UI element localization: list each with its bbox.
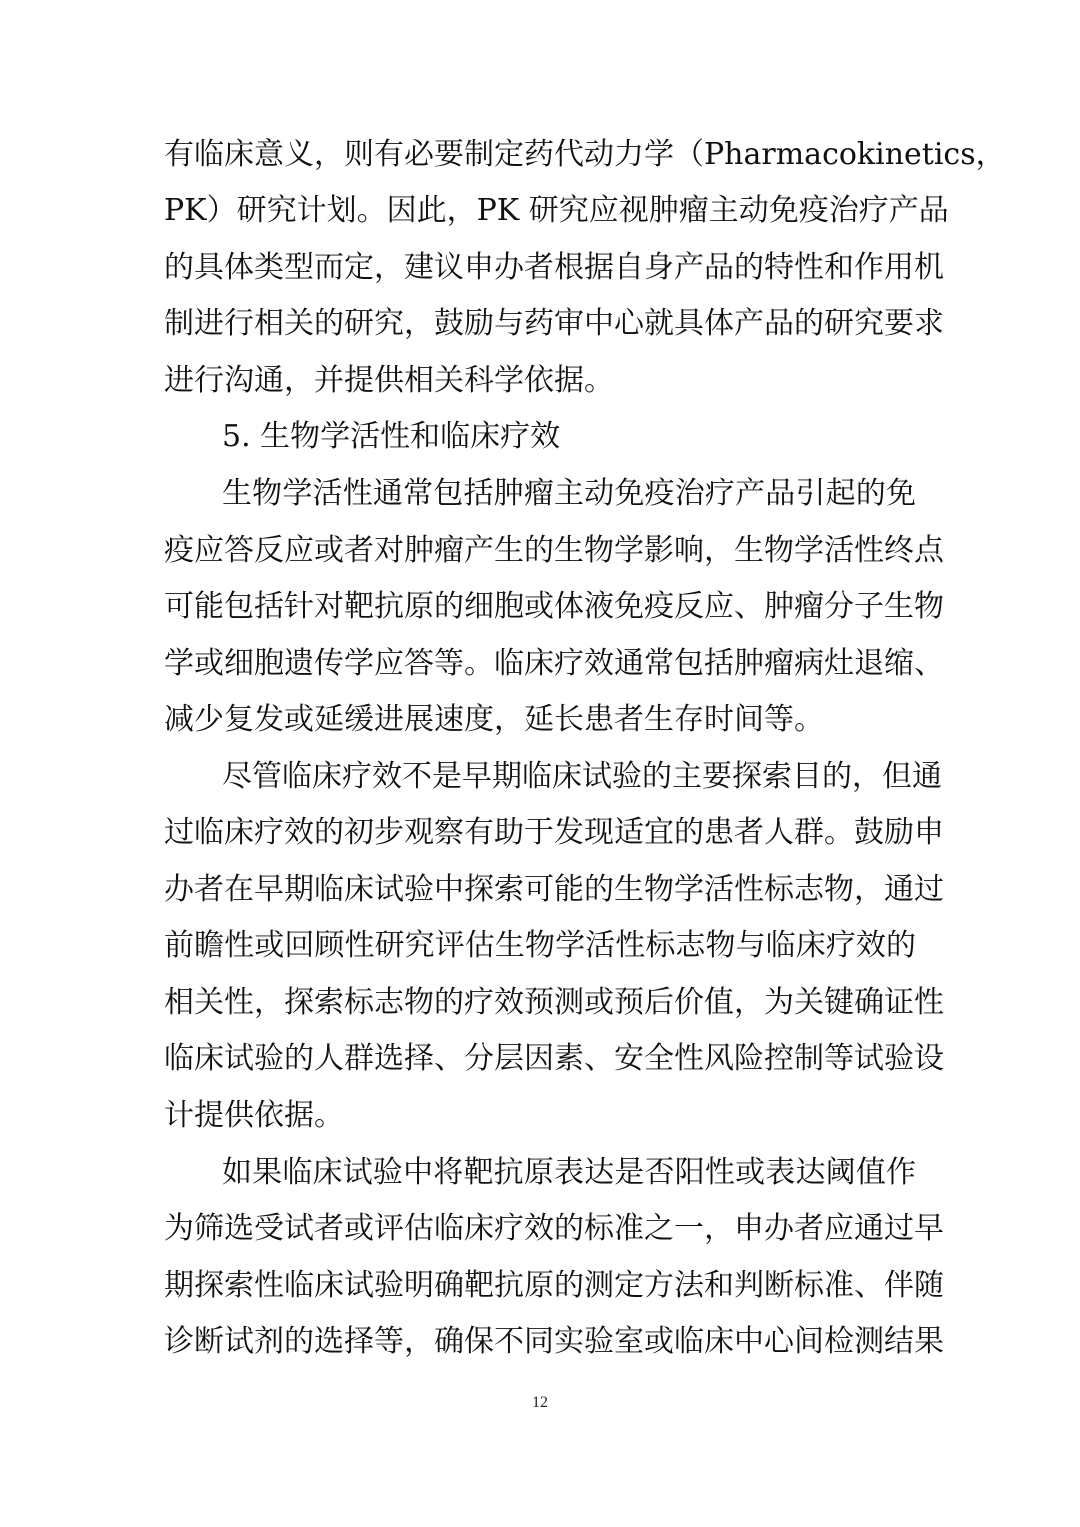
text-line: 期探索性临床试验明确靶抗原的测定方法和判断标准、伴随 bbox=[164, 1268, 944, 1303]
text-line: 制进行相关的研究，鼓励与药审中心就具体产品的研究要求 bbox=[164, 306, 944, 341]
text-line: 可能包括针对靶抗原的细胞或体液免疫反应、肿瘤分子生物 bbox=[164, 589, 944, 624]
text-line: 生物学活性通常包括肿瘤主动免疫治疗产品引起的免 bbox=[222, 476, 916, 511]
text-line: 计提供依据。 bbox=[164, 1098, 344, 1133]
text-line: 进行沟通，并提供相关科学依据。 bbox=[164, 363, 614, 398]
text-line: 前瞻性或回顾性研究评估生物学活性标志物与临床疗效的 bbox=[164, 928, 916, 963]
text-line: 临床试验的人群选择、分层因素、安全性风险控制等试验设 bbox=[164, 1041, 944, 1076]
page-number: 12 bbox=[532, 1394, 548, 1411]
text-line: 办者在早期临床试验中探索可能的生物学活性标志物，通过 bbox=[164, 872, 944, 907]
text-line: 如果临床试验中将靶抗原表达是否阳性或表达阈值作 bbox=[222, 1155, 916, 1190]
section-heading: 5. 生物学活性和临床疗效 bbox=[222, 419, 561, 454]
text-line: 减少复发或延缓进展速度，延长患者生存时间等。 bbox=[164, 702, 824, 737]
text-line: 疫应答反应或者对肿瘤产生的生物学影响，生物学活性终点 bbox=[164, 533, 944, 568]
text-line: 的具体类型而定，建议申办者根据自身产品的特性和作用机 bbox=[164, 250, 944, 285]
text-line: 有临床意义，则有必要制定药代动力学（Pharmacokinetics， bbox=[164, 137, 1006, 172]
text-line: 相关性，探索标志物的疗效预测或预后价值，为关键确证性 bbox=[164, 985, 944, 1020]
text-line: 诊断试剂的选择等，确保不同实验室或临床中心间检测结果 bbox=[164, 1324, 944, 1359]
text-line: 过临床疗效的初步观察有助于发现适宜的患者人群。鼓励申 bbox=[164, 815, 944, 850]
text-line: 尽管临床疗效不是早期临床试验的主要探索目的，但通 bbox=[222, 759, 942, 794]
text-line: 学或细胞遗传学应答等。临床疗效通常包括肿瘤病灶退缩、 bbox=[164, 646, 944, 681]
text-line: PK）研究计划。因此，PK 研究应视肿瘤主动免疫治疗产品 bbox=[164, 193, 949, 228]
text-line: 为筛选受试者或评估临床疗效的标准之一，申办者应通过早 bbox=[164, 1211, 944, 1246]
